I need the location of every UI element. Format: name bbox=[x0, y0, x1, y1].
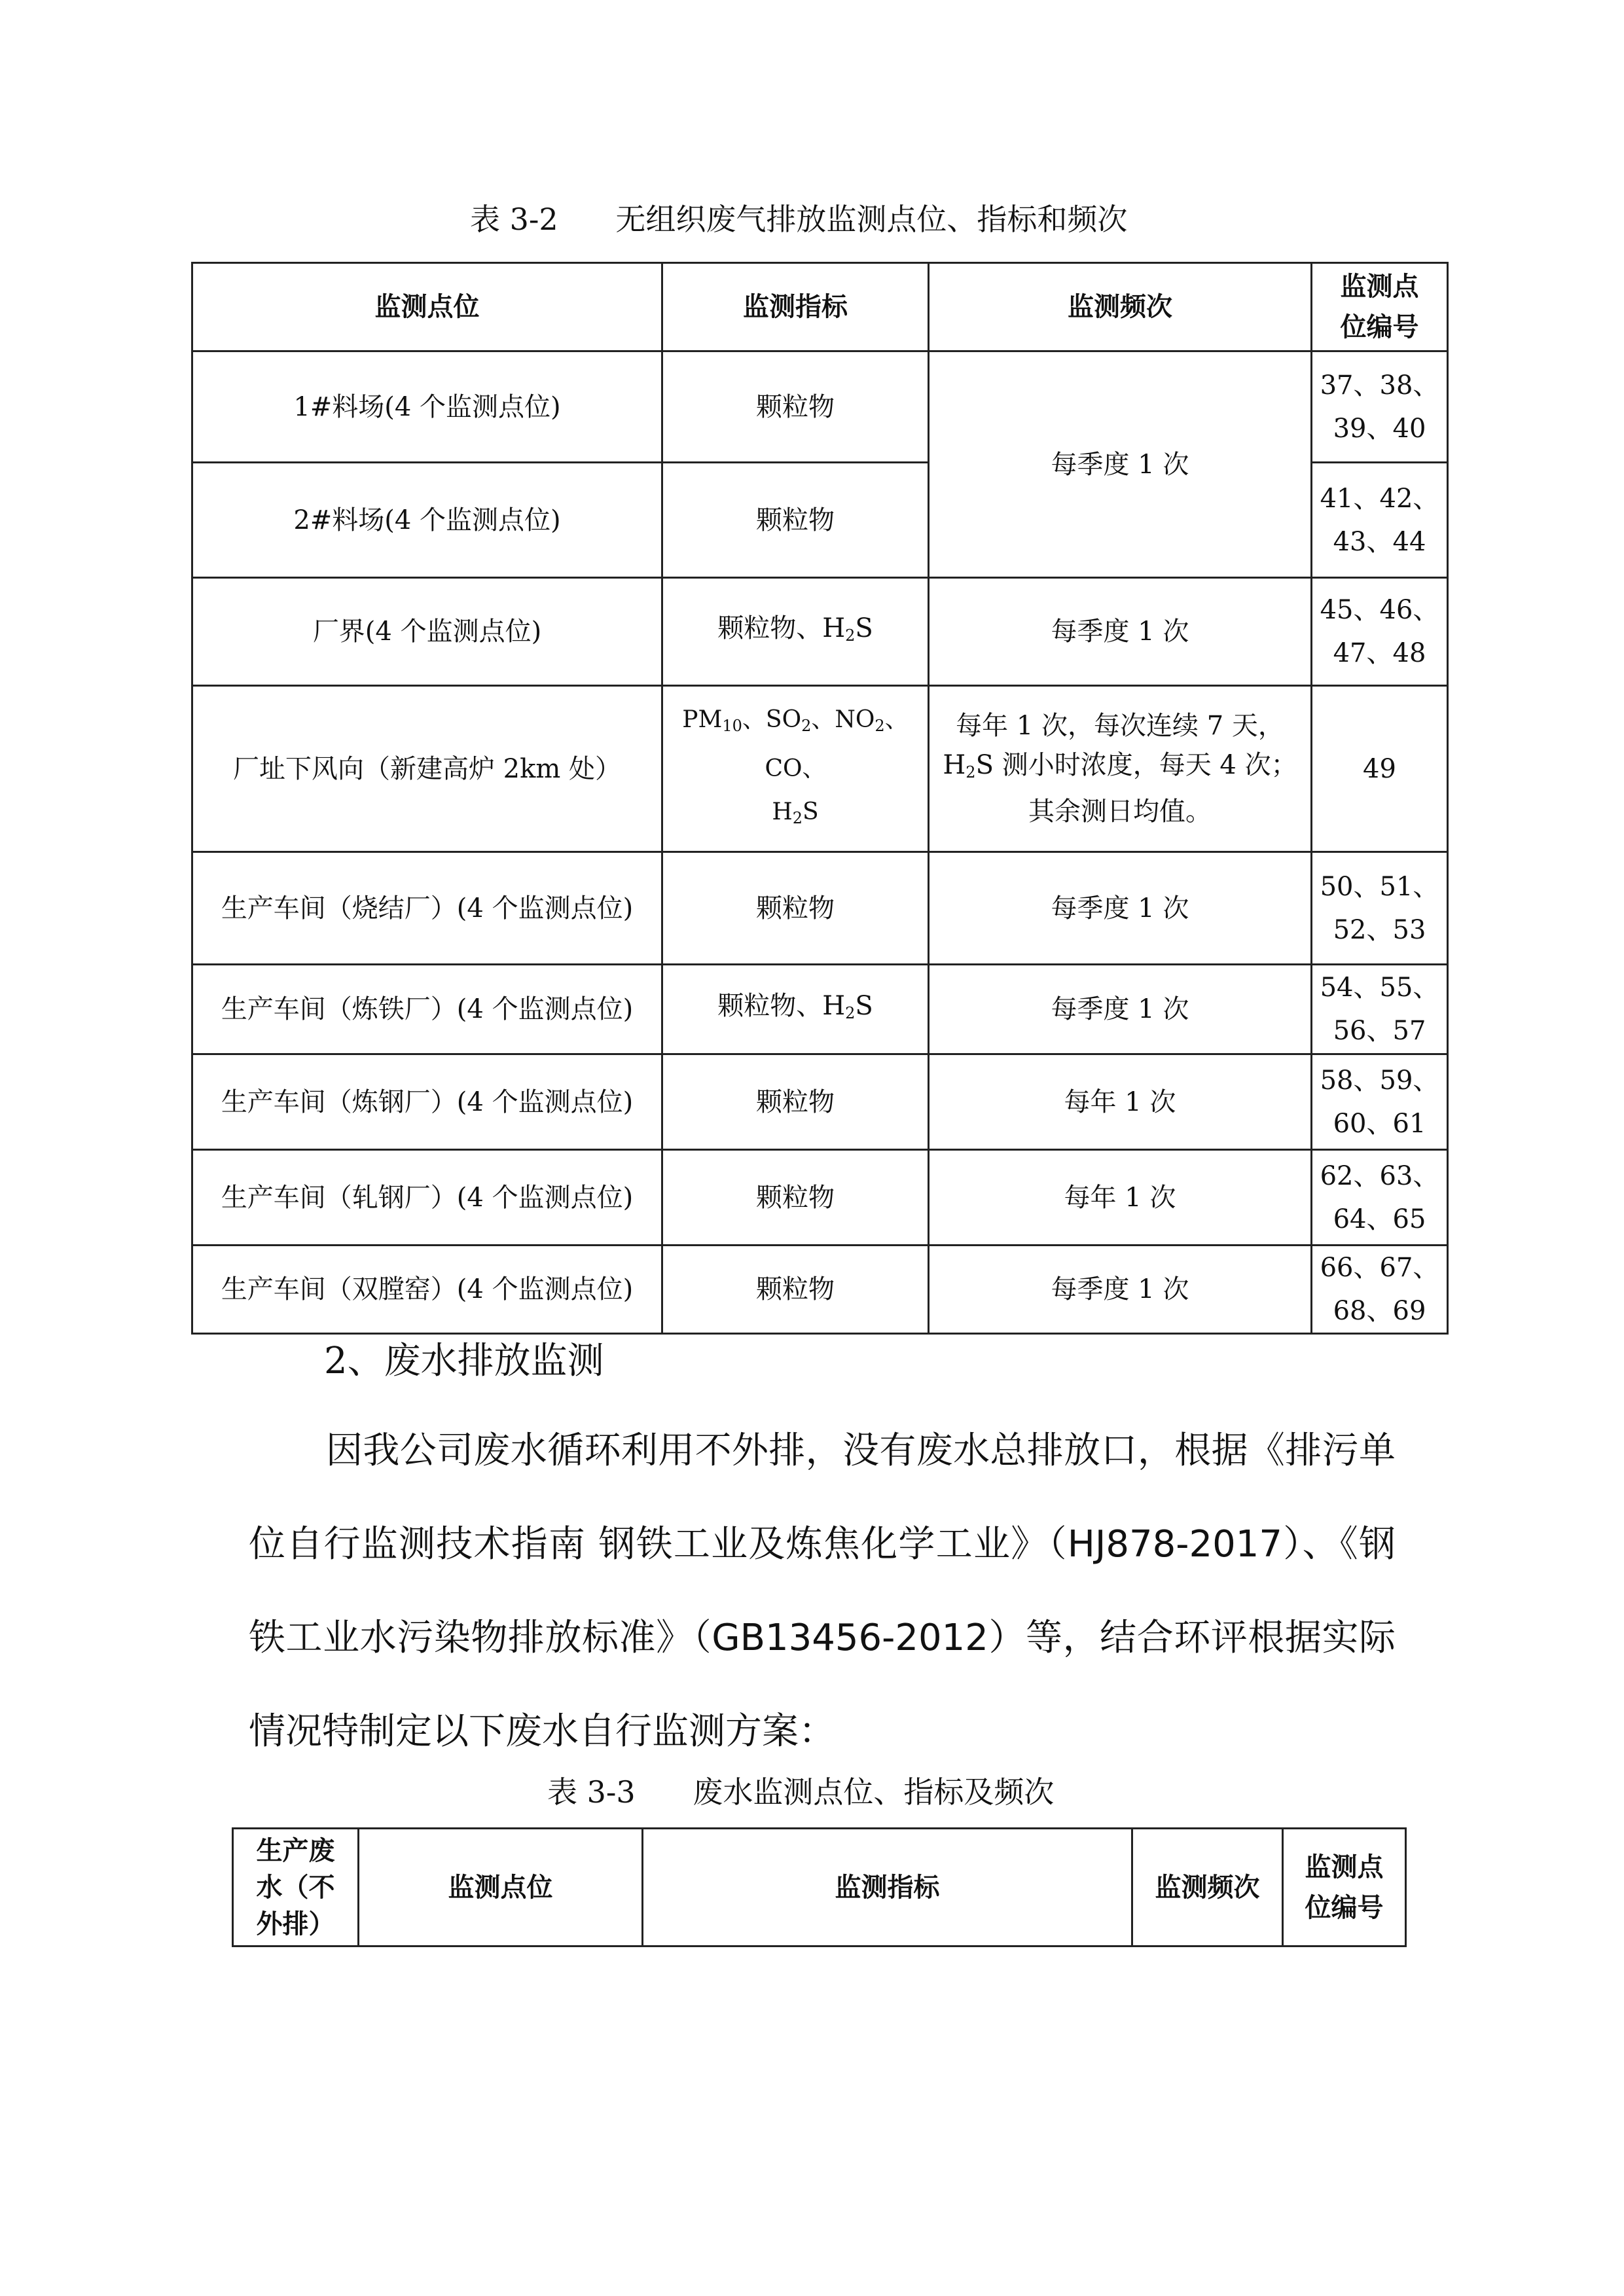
cell-code: 45、46、 47、48 bbox=[1312, 578, 1448, 686]
cell-code: 62、63、 64、65 bbox=[1312, 1150, 1448, 1246]
table-row bbox=[192, 1246, 1448, 1334]
table-3-2-caption: 表 3-2 无组织废气排放监测点位、指标和频次 bbox=[470, 202, 1128, 237]
cell-point: 2#料场(4 个监测点位) bbox=[192, 463, 662, 578]
table-row bbox=[192, 1150, 1448, 1246]
cell-point: 1#料场(4 个监测点位) bbox=[192, 351, 662, 463]
cell-frequency: 每年 1 次 bbox=[929, 1054, 1312, 1150]
cell-indicator: 颗粒物 bbox=[662, 1150, 929, 1246]
cell-frequency: 每年 1 次 bbox=[929, 1150, 1312, 1246]
table-3-3 bbox=[232, 1827, 1407, 1947]
cell-code: 58、59、 60、61 bbox=[1312, 1054, 1448, 1150]
cell-frequency: 每年 1 次，每次连续 7 天， $H_2S$ 测小时浓度，每天 4 次； 其余测日均值。 bbox=[929, 686, 1312, 852]
cell-indicator: 颗粒物 bbox=[662, 351, 929, 463]
cell-code: 41、42、 43、44 bbox=[1312, 463, 1448, 578]
header-code: 监测点 位编号 bbox=[1283, 1829, 1406, 1946]
table-row bbox=[192, 686, 1448, 852]
cell-point: 生产车间（炼钢厂）(4 个监测点位) bbox=[192, 1054, 662, 1150]
table-3-2 bbox=[191, 262, 1449, 1335]
cell-point: 生产车间（双膛窑）(4 个监测点位) bbox=[192, 1246, 662, 1334]
cell-code: 66、67、 68、69 bbox=[1312, 1246, 1448, 1334]
header-frequency: 监测频次 bbox=[929, 263, 1312, 351]
cell-point: 生产车间（轧钢厂）(4 个监测点位) bbox=[192, 1150, 662, 1246]
cell-point: 生产车间（炼铁厂）(4 个监测点位) bbox=[192, 965, 662, 1054]
header-code: 监测点 位编号 bbox=[1312, 263, 1448, 351]
table-header-row bbox=[233, 1829, 1406, 1946]
header-point: 监测点位 bbox=[192, 263, 662, 351]
cell-code: 49 bbox=[1312, 686, 1448, 852]
cell-indicator: 颗粒物 bbox=[662, 852, 929, 965]
cell-frequency: 每季度 1 次 bbox=[929, 852, 1312, 965]
header-frequency: 监测频次 bbox=[1132, 1829, 1283, 1946]
cell-indicator: 颗粒物 bbox=[662, 1246, 929, 1334]
table-header-row bbox=[192, 263, 1448, 351]
cell-code: 50、51、 52、53 bbox=[1312, 852, 1448, 965]
section-heading: 2、废水排放监测 bbox=[324, 1340, 604, 1382]
cell-indicator: 颗粒物 bbox=[662, 463, 929, 578]
cell-frequency: 每季度 1 次 bbox=[929, 1246, 1312, 1334]
header-point: 监测点位 bbox=[359, 1829, 643, 1946]
table-row bbox=[192, 351, 1448, 463]
cell-indicator: 颗粒物、$H_2S$ bbox=[662, 965, 929, 1054]
cell-point: 厂界(4 个监测点位) bbox=[192, 578, 662, 686]
cell-code: 37、38、 39、40 bbox=[1312, 351, 1448, 463]
cell-point: 厂址下风向（新建高炉 2km 处） bbox=[192, 686, 662, 852]
cell-code: 54、55、 56、57 bbox=[1312, 965, 1448, 1054]
cell-point: 生产车间（烧结厂）(4 个监测点位) bbox=[192, 852, 662, 965]
cell-indicator: 颗粒物、$H_2S$ bbox=[662, 578, 929, 686]
cell-frequency: 每季度 1 次 bbox=[929, 965, 1312, 1054]
cell-indicator: 颗粒物 bbox=[662, 1054, 929, 1150]
cell-indicator: $PM_{10}$、$SO_2$、$NO_2$、CO、 $H_2S$ bbox=[662, 686, 929, 852]
header-water-type: 生产废 水（不 外排） bbox=[233, 1829, 359, 1946]
table-row bbox=[192, 1054, 1448, 1150]
table-row bbox=[192, 578, 1448, 686]
cell-frequency: 每季度 1 次 bbox=[929, 578, 1312, 686]
table-3-3-caption: 表 3-3 废水监测点位、指标及频次 bbox=[547, 1774, 1055, 1810]
table-row bbox=[192, 965, 1448, 1054]
cell-frequency-merged: 每季度 1 次 bbox=[929, 351, 1312, 578]
body-paragraph: 因我公司废水循环利用不外排，没有废水总排放口，根据《排污单位自行监测技术指南 钢铁工业及炼焦化学工业》（HJ878-2017）、《钢铁工业水污染物排放标准》（GB13456-2012）等，结合环评根据实际情况特制定以下废水自行监测方案： bbox=[249, 1429, 1396, 1753]
header-indicator: 监测指标 bbox=[662, 263, 929, 351]
header-indicator: 监测指标 bbox=[643, 1829, 1132, 1946]
table-row bbox=[192, 852, 1448, 965]
